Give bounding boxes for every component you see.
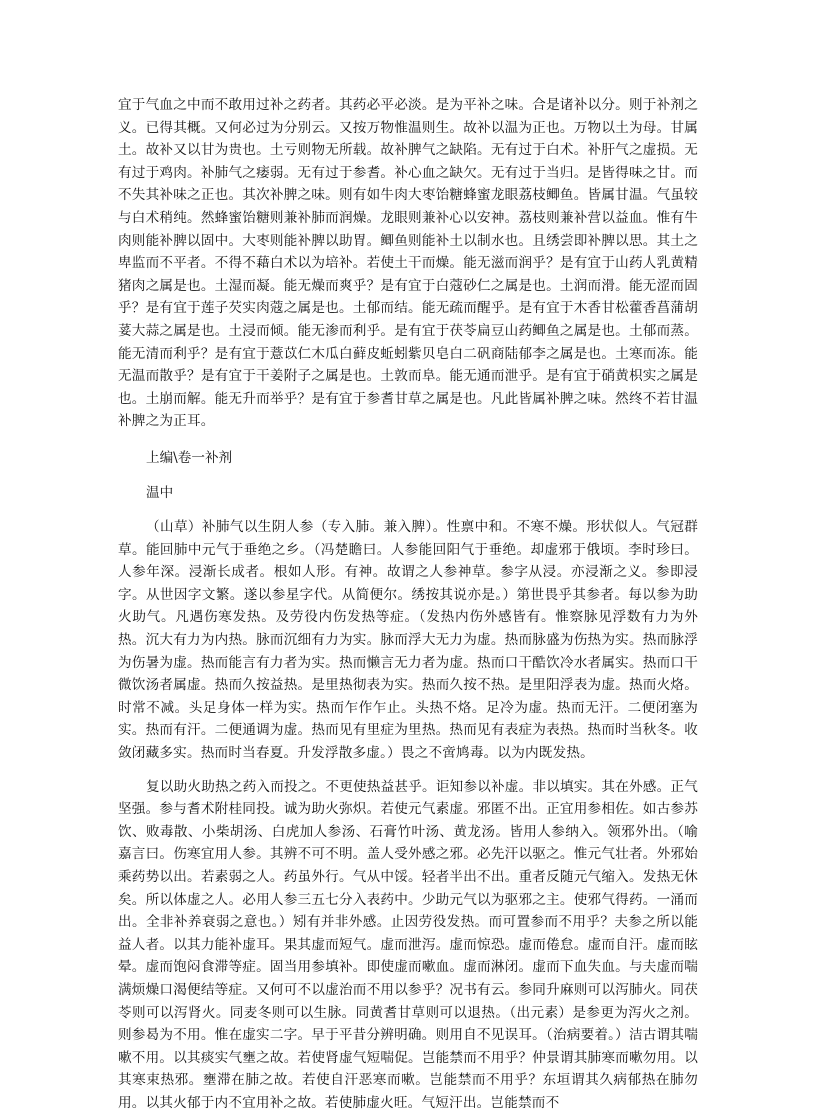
spacer xyxy=(118,470,698,482)
body-paragraph: 复以助火助热之药入而投之。不更使热益甚乎。讵知参以补虚。非以填实。其在外感。正气坚强。参与耆术附桂同投。诚为助火弥炽。若使元气素虚。邪匿不出。正宜用参相佐。如古参苏饮、败毒散、小柴胡汤、白虎加人参汤、石膏竹叶汤、黄龙汤。皆用人参纳入。领邪外出。（喻嘉言曰。伤寒宜用人参。其辨不可不明。盖人受外感之邪。必先汗以驱之。惟元气壮者。外邪始乘药势以出。若素弱之人。药虽外行。气从中馁。轻者半出不出。重者反随元气缩入。发热无休矣。所以体虚之人。必用人参三五七分入表药中。少助元气以为驱邪之主。使邪气得药。一涌而出。全非补养衰弱之意也。）矧有并非外感。止因劳役发热。而可置参而不用乎？夫参之所以能益人者。以其力能补虚耳。果其虚而短气。虚而泄泻。虚而惊恐。虚而倦怠。虚而自汗。虚而眩晕。虚而饱闷食滞等症。固当用参填补。即使虚而嗽血。虚而淋闭。虚而下血失血。与夫虚而喘满烦燥口渴便结等症。又何可不以虚治而不用以参乎？况书有云。参同升麻则可以泻肺火。同茯苓则可以泻肾火。同麦冬则可以生脉。同黄耆甘草则可以退热。（出元素）是参更为泻火之剂。则参曷为不用。惟在虚实二字。早于平昔分辨明确。则用自不见误耳。（治病要着。）洁古谓其喘嗽不用。以其痰实气壅之故。若使肾虚气短喘促。岂能禁而不用乎？仲景谓其肺寒而嗽勿用。以其寒束热邪。壅滞在肺之故。若使自汗恶寒而嗽。岂能禁而不用乎？东垣谓其久病郁热在肺勿用。以其火郁于内不宜用补之故。若使肺虚火旺。气短汗出。岂能禁而不 xyxy=(118,778,698,1111)
document-page xyxy=(118,94,698,1115)
body-paragraph: （山草）补肺气以生阴人参（专入肺。兼入脾）。性禀中和。不寒不燥。形状似人。气冠群草。能回肺中元气于垂绝之乡。（冯楚瞻曰。人参能回阳气于垂绝。却虚邪于俄顷。李时珍曰。人参年深。浸渐长成者。根如人形。有神。故谓之人参神草。参字从浸。亦浸渐之义。参即浸字。从世因字文繁。遂以参星字代。从简便尔。绣按其说亦是。）第世畏乎其参者。每以参为助火助气。凡遇伤寒发热。及劳役内伤发热等症。（发热内伤外感皆有。惟察脉见浮数有力为外热。沉大有力为内热。脉而沉细有力为实。脉而浮大无力为虚。热而脉盛为伤热为实。热而脉浮为伤暑为虚。热而能言有力者为实。热而懒言无力者为虚。热而口干酷饮冷水者属实。热而口干微饮汤者属虚。热而久按益热。是里热彻表为实。热而久按不热。是里阳浮表为虚。热而火烙。时常不减。头足身体一样为实。热而乍作乍止。头热不烙。足冷为虚。热而无汗。二便闭塞为实。热而有汗。二便通调为虚。热而见有里症为里热。热而见有表症为表热。热而时当秋冬。收敛闭藏多实。热而时当春夏。升发浮散多虚。）畏之不啻鸠毒。以为内既发热。 xyxy=(118,519,698,762)
spacer xyxy=(118,433,698,447)
spacer xyxy=(118,504,698,516)
section-heading: 上编\卷一补剂 xyxy=(146,449,233,466)
spacer xyxy=(118,765,698,776)
sub-heading: 温中 xyxy=(146,484,174,501)
body-paragraph: 宜于气血之中而不敢用过补之药者。其药必平必淡。是为平补之味。合是诸补以分。则于补剂之义。已得其概。又何必过为分别云。又按万物惟温则生。故补以温为正也。万物以土为母。甘属土。故补又以甘为贵也。土亏则物无所载。故补脾气之缺陷。无有过于白术。补肝气之虚损。无有过于鸡肉。补肺气之痿弱。无有过于参耆。补心血之缺欠。无有过于当归。是皆得味之甘。而不失其补味之正也。其次补脾之味。则有如牛肉大枣饴糖蜂蜜龙眼荔枝鲫鱼。皆属甘温。气虽较与白术稍纯。然蜂蜜饴糖则兼补肺而润燥。龙眼则兼补心以安神。荔枝则兼补营以益血。惟有牛肉则能补脾以固中。大枣则能补脾以助胃。鲫鱼则能补土以制水也。且绣尝即补脾以思。其土之卑监而不平者。不得不藉白术以为培补。若使土干而燥。能无滋而润乎？是有宜于山药人乳黄精猪肉之属是也。土湿而凝。能无燥而爽乎？是有宜于白蔻砂仁之属是也。土润而滑。能无涩而固乎？是有宜于莲子芡实肉蔻之属是也。土郁而结。能无疏而醒乎。是有宜于木香甘松藿香菖蒲胡荽大蒜之属是也。土浸而倾。能无渗而利乎。是有宜于茯苓扁豆山药鲫鱼之属是也。土郁而蒸。能无清而利乎？是有宜于薏苡仁木瓜白藓皮蚯蚓紫贝皂白二矾商陆郁李之属是也。土寒而冻。能无温而散乎？是有宜于干姜附子之属是也。土敦而阜。能无通而泄乎。是有宜于硝黄枳实之属是也。土崩而解。能无升而举乎？是有宜于参耆甘草之属是也。凡此皆属补脾之味。然终不若甘温补脾之为正耳。 xyxy=(118,97,698,430)
